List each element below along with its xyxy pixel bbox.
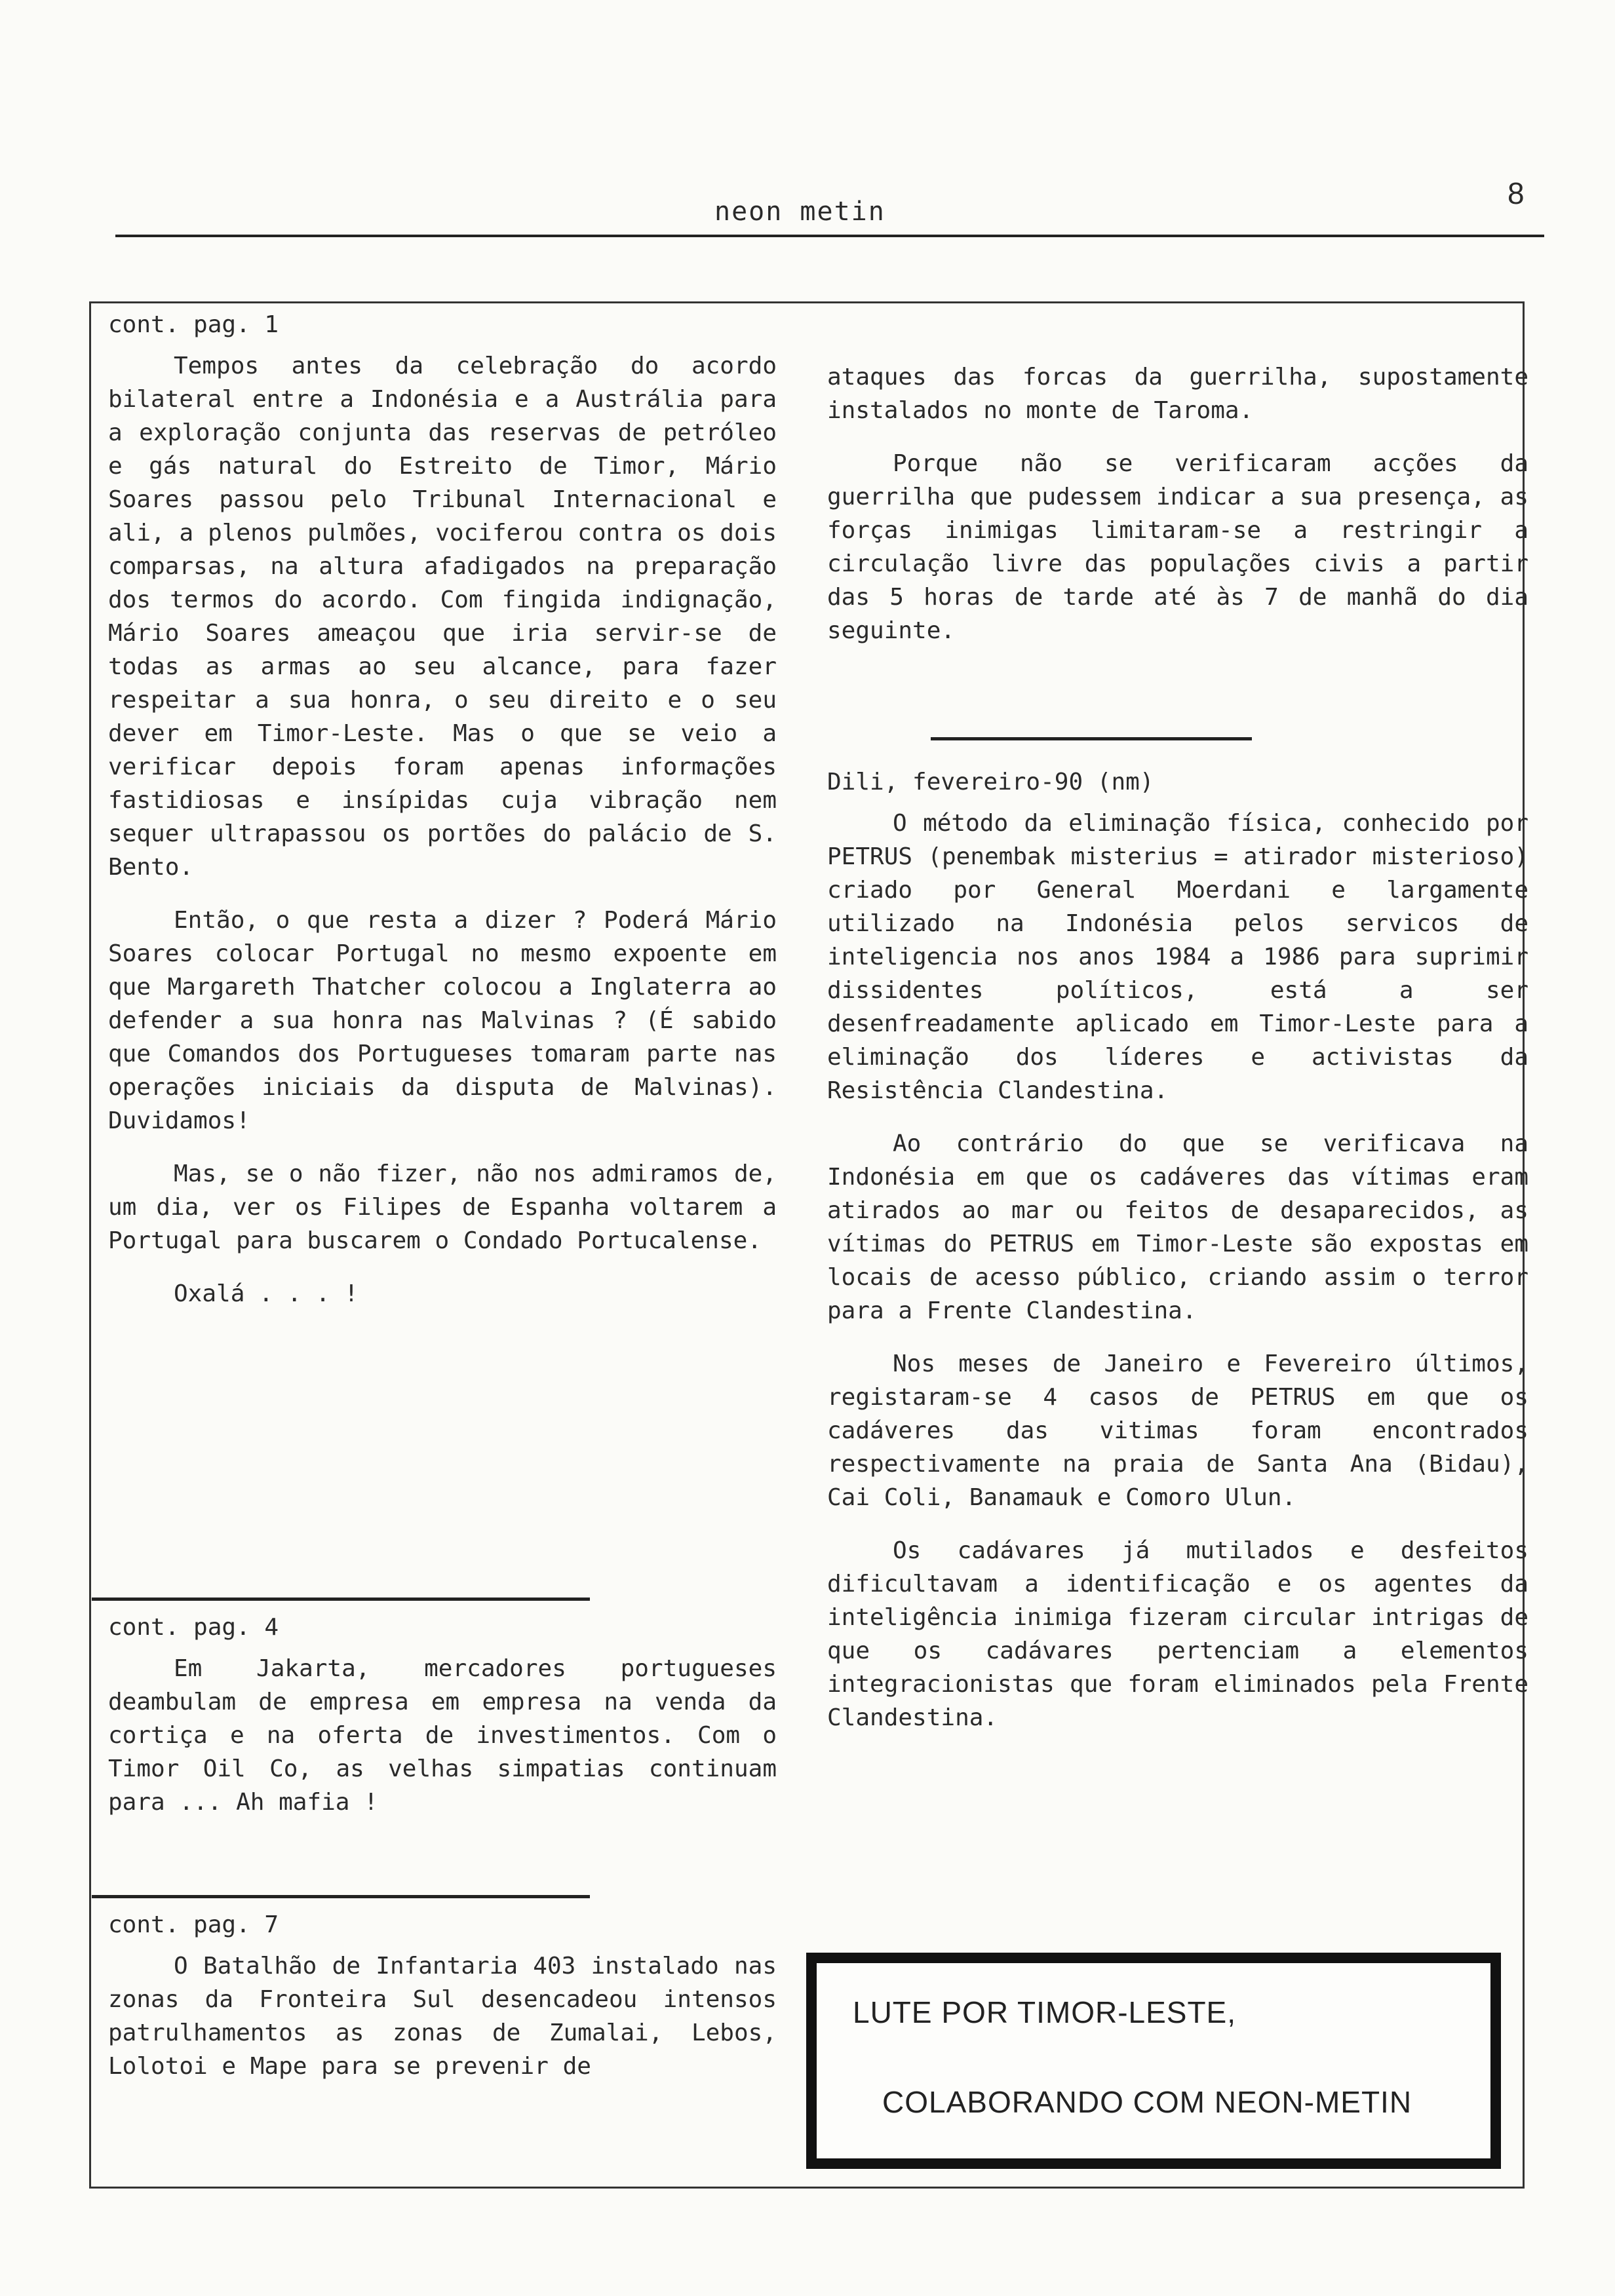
paragraph: Tempos antes da celebração do acordo bilateral entre a Indonésia e a Austrália para a exploração conjunta das reservas de petróleo e gás natural do Estreito de Timor, Mário Soares passou pelo Tribunal Internacional e ali, a plenos pulmões, vociferou contra os dois comparsas, na altura afadigados na preparação dos termos do acordo. Com fingida indignação, Mário Soares ameaçou que iria servir-se de todas as armas ao seu alcance, para fazer respeitar a sua honra, o seu direito e o seu dever em Timor-Leste. Mas o que se veio a verificar depois foram apenas informações fastidiosas e insípidas cuja vibração nem sequer ultrapassou os portões do palácio de S. Bento.	[108, 353, 777, 881]
section-heading: cont. pag. 4	[108, 1614, 279, 1641]
paragraph: Então, o que resta a dizer ? Poderá Mário Soares colocar Portugal no mesmo expoente em que Margareth Thatcher colocou a Inglaterra ao defender a sua honra nas Malvinas ? (É sabido que Comandos dos Portugueses tomaram parte nas operações iniciais da disputa de Malvinas). Duvidamos!	[108, 907, 777, 1134]
left-separator-2	[92, 1895, 590, 1898]
section-cont-pag-1	[108, 308, 777, 1311]
left-column-section-3	[108, 1908, 777, 2083]
left-column	[108, 308, 777, 1311]
right-column	[827, 360, 1528, 647]
paragraph: Porque não se verificaram acções da guerrilha que pudessem indicar a sua presença, as forças inimigas limitaram-se a restringir a circulação livre das populações civis a partir das 5 horas de tarde até às 7 de manhã do dia seguinte.	[827, 450, 1528, 644]
section-heading: cont. pag. 1	[108, 311, 279, 338]
left-column-section-2	[108, 1611, 777, 1819]
right-column-section-2	[827, 765, 1528, 1734]
paragraph: Mas, se o não fizer, não nos admiramos de, um dia, ver os Filipes de Espanha voltarem a Portugal para buscarem o Condado Portucalense.	[108, 1160, 777, 1254]
masthead-title: neon metin	[714, 197, 885, 227]
right-separator	[931, 737, 1252, 740]
paragraph: O Batalhão de Infantaria 403 instalado nas zonas da Fronteira Sul desencadeou intensos patrulhamentos as zonas de Zumalai, Lebos, Lolotoi e Mape para se prevenir de	[108, 1953, 777, 2080]
notice-box	[806, 1953, 1501, 2169]
paragraph: Os cadávares já mutilados e desfeitos dificultavam a identificação e os agentes da inteligência inimiga fizeram circular intrigas de que os cadávares pertenciam a elementos integracionistas que foram eliminados pela Frente Clandestina.	[827, 1537, 1528, 1731]
notice-line-1: LUTE POR TIMOR-LESTE,	[853, 1995, 1237, 2029]
paragraph: Oxalá . . . !	[174, 1280, 359, 1307]
paragraph: O método da eliminação física, conhecido por PETRUS (penembak misterius = atirador misterioso) criado por General Moerdani e largamente utilizado na Indonésia pelos servicos de inteligencia nos anos 1984 a 1986 para suprimir dissidentes políticos, está a ser desenfreadamente aplicado em Timor-Leste para a eliminação dos líderes e activistas da Resistência Clandestina.	[827, 810, 1528, 1104]
page-number: 8	[1508, 176, 1525, 210]
paragraph: Nos meses de Janeiro e Fevereiro últimos, registaram-se 4 casos de PETRUS em que os cadáveres das vitimas foram encontrados respectivamente na praia de Santa Ana (Bidau), Cai Coli, Banamauk e Comoro Ulun.	[827, 1350, 1528, 1511]
paragraph: ataques das forcas da guerrilha, supostamente instalados no monte de Taroma.	[827, 364, 1528, 424]
paragraph: Em Jakarta, mercadores portugueses deambulam de empresa em empresa na venda da cortiça e na oferta de investimentos. Com o Timor Oil Co, as velhas simpatias continuam para ... Ah mafia !	[108, 1655, 777, 1816]
paragraph: Ao contrário do que se verificava na Indonésia em que os cadáveres das vítimas eram atirados ao mar ou feitos de desaparecidos, as vítimas do PETRUS em Timor-Leste são expostas em locais de acesso público, criando assim o terror para a Frente Clandestina.	[827, 1130, 1528, 1324]
left-separator-1	[92, 1598, 590, 1601]
section-heading: Dili, fevereiro-90 (nm)	[827, 769, 1154, 795]
section-heading: cont. pag. 7	[108, 1911, 279, 1938]
masthead-rule	[115, 235, 1544, 237]
notice-line-2: COLABORANDO COM NEON-METIN	[882, 2085, 1412, 2119]
